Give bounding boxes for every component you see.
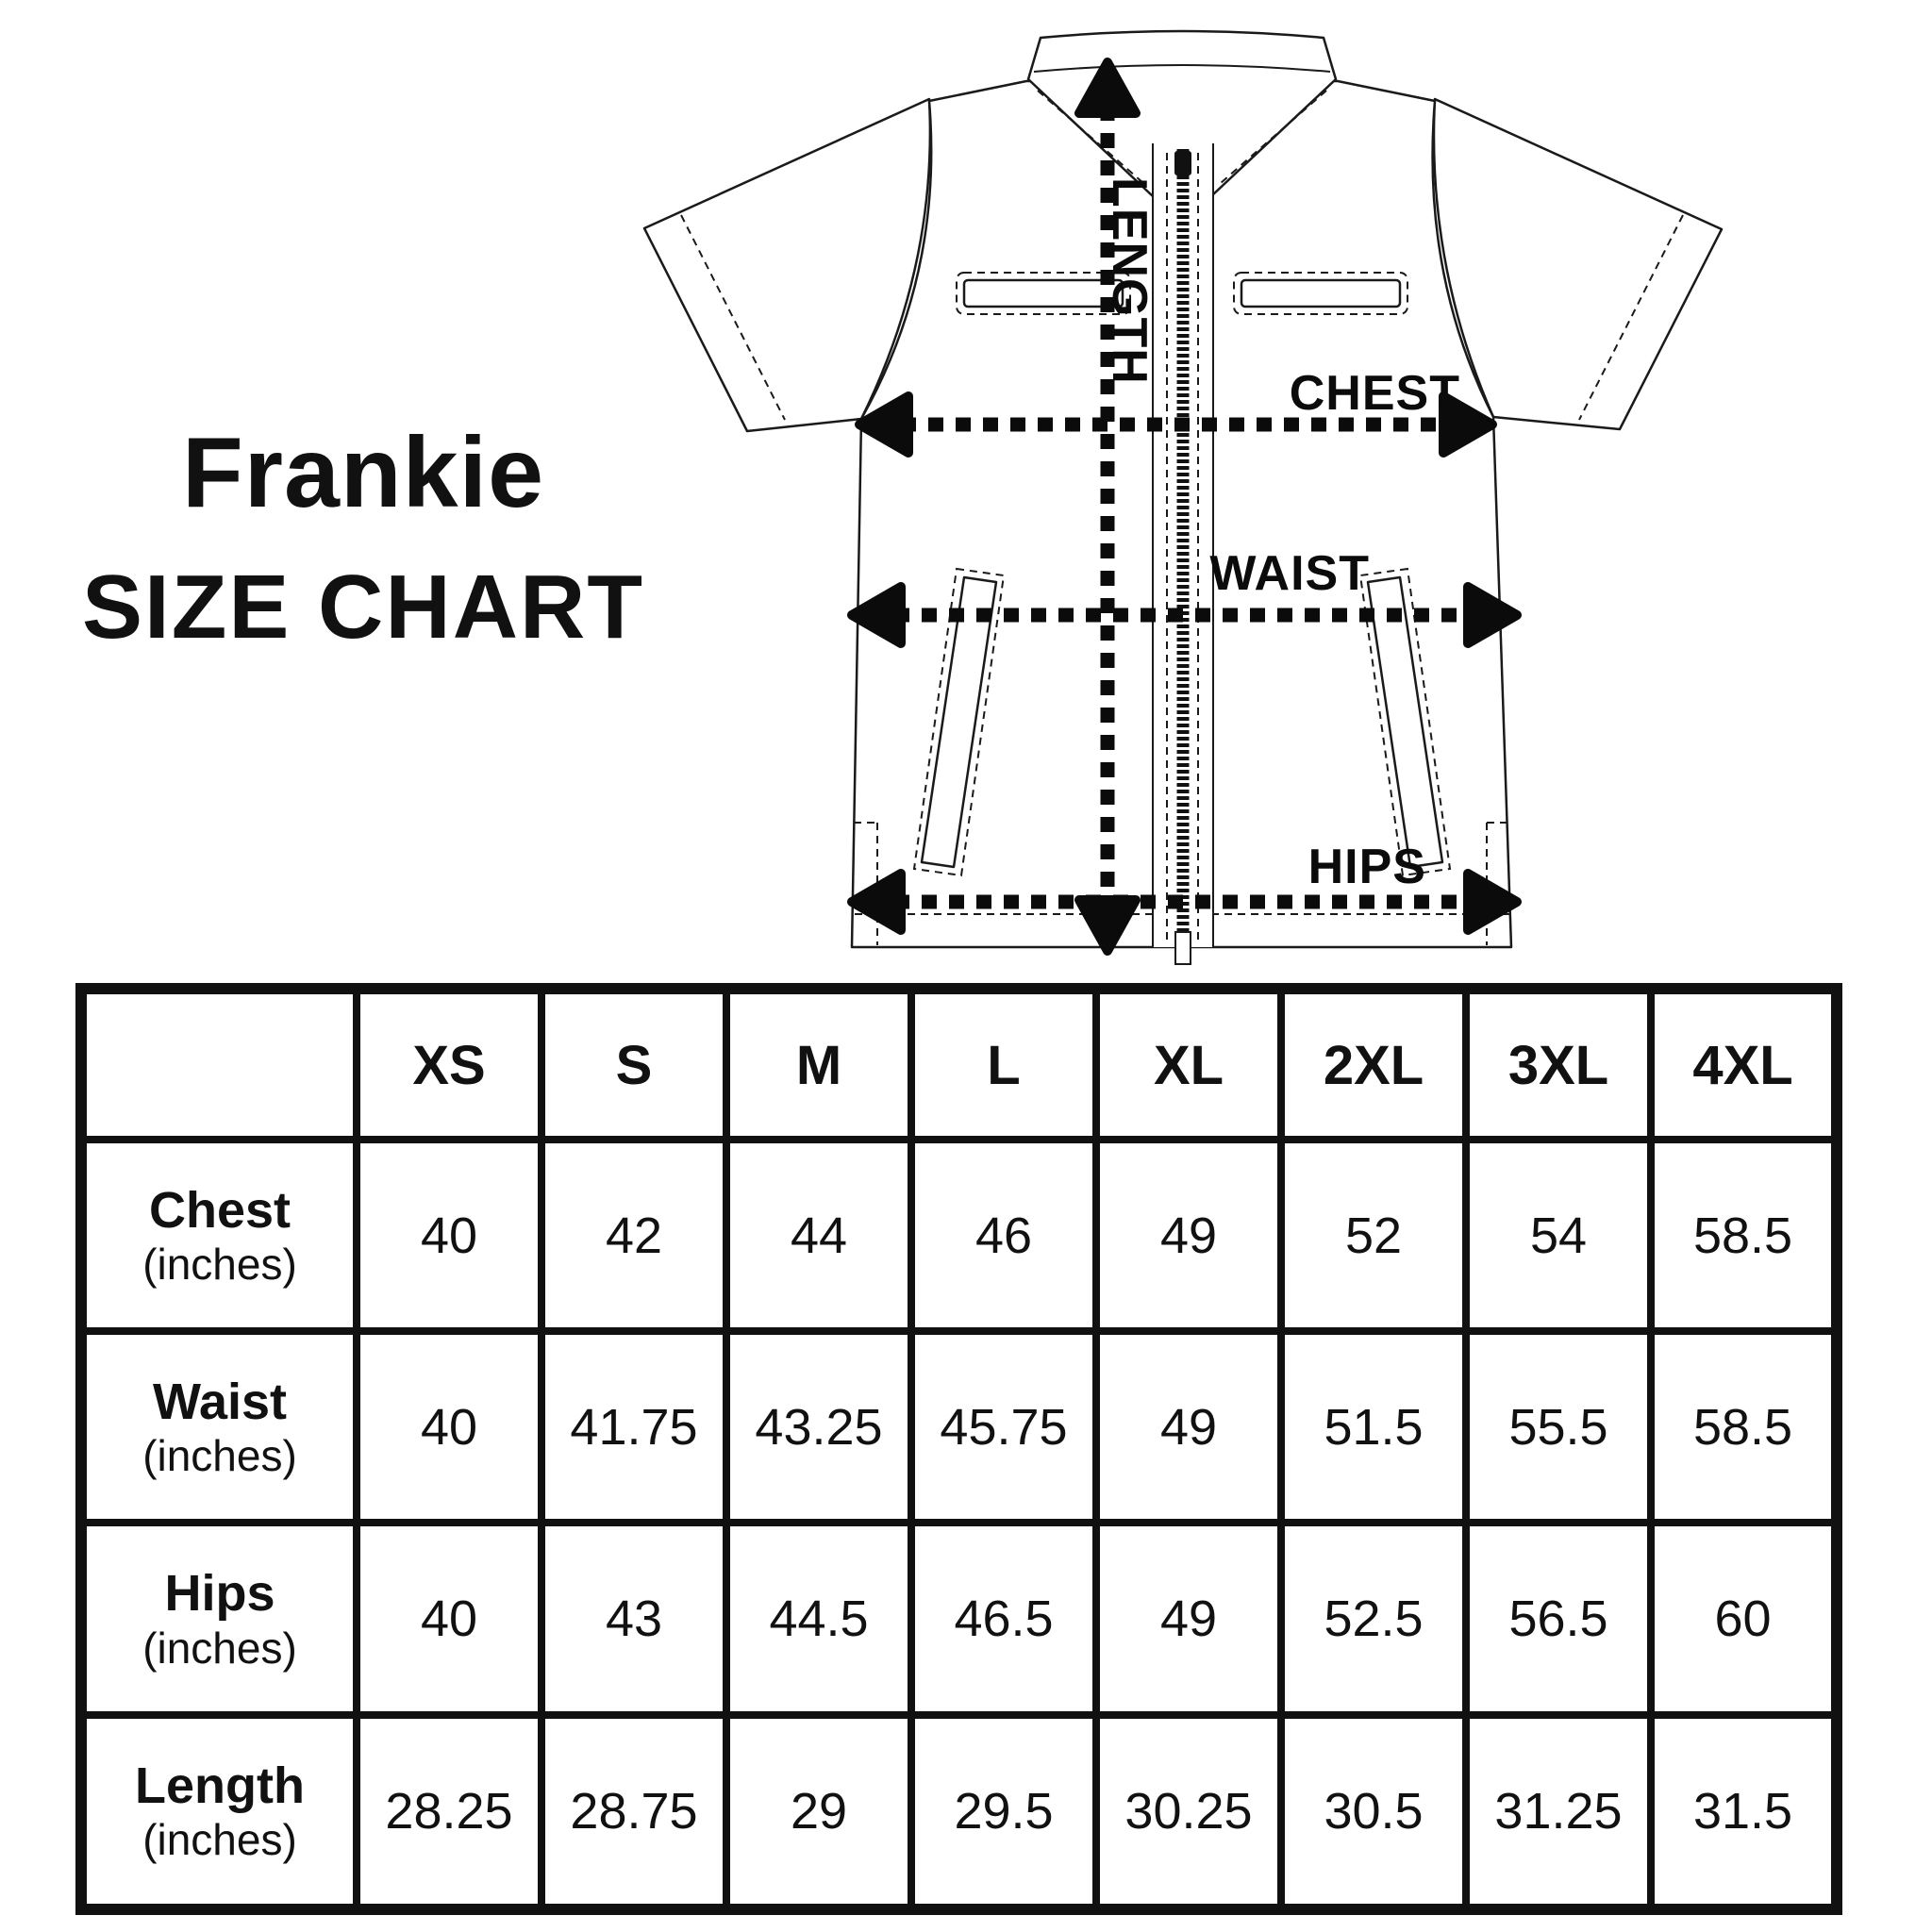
length-m: 29	[726, 1715, 911, 1909]
length-4xl: 31.5	[1651, 1715, 1837, 1909]
hips-4xl: 60	[1651, 1523, 1837, 1714]
waist-l: 45.75	[911, 1331, 1096, 1523]
length-xs: 28.25	[357, 1715, 541, 1909]
row-label-waist: Waist (inches)	[81, 1331, 357, 1523]
chest-4xl: 58.5	[1651, 1140, 1837, 1331]
hips-3xl: 56.5	[1466, 1523, 1651, 1714]
zipper-pull	[1174, 151, 1191, 175]
size-column-xl: XL	[1096, 989, 1281, 1140]
product-name: Frankie	[181, 417, 545, 528]
hips-label: HIPS	[1307, 840, 1426, 894]
hips-2xl: 52.5	[1281, 1523, 1466, 1714]
size-column-3xl: 3XL	[1466, 989, 1651, 1140]
waist-4xl: 58.5	[1651, 1331, 1837, 1523]
waist-s: 41.75	[541, 1331, 726, 1523]
length-3xl: 31.25	[1466, 1715, 1651, 1909]
hips-xl: 49	[1096, 1523, 1281, 1714]
waist-xs: 40	[357, 1331, 541, 1523]
waist-m: 43.25	[726, 1331, 911, 1523]
zipper	[1153, 143, 1213, 964]
length-s: 28.75	[541, 1715, 726, 1909]
table-corner-cell	[81, 989, 357, 1140]
hips-row	[81, 1523, 1837, 1714]
row-label-length: Length (inches)	[81, 1715, 357, 1909]
chest-xl: 49	[1096, 1140, 1281, 1331]
size-column-m: M	[726, 989, 911, 1140]
size-column-xs: XS	[357, 989, 541, 1140]
size-header-row	[81, 989, 1837, 1140]
hips-xs: 40	[357, 1523, 541, 1714]
chest-xs: 40	[357, 1140, 541, 1331]
length-2xl: 30.5	[1281, 1715, 1466, 1909]
hips-m: 44.5	[726, 1523, 911, 1714]
chest-l: 46	[911, 1140, 1096, 1331]
size-chart-table	[75, 983, 1842, 1915]
chest-3xl: 54	[1466, 1140, 1651, 1331]
length-row	[81, 1715, 1837, 1909]
size-column-l: L	[911, 989, 1096, 1140]
length-l: 29.5	[911, 1715, 1096, 1909]
waist-2xl: 51.5	[1281, 1331, 1466, 1523]
length-xl: 30.25	[1096, 1715, 1281, 1909]
chest-2xl: 52	[1281, 1140, 1466, 1331]
chest-label: CHEST	[1289, 366, 1460, 421]
chest-row	[81, 1140, 1837, 1331]
hips-s: 43	[541, 1523, 726, 1714]
row-label-hips: Hips (inches)	[81, 1523, 357, 1714]
size-column-4xl: 4XL	[1651, 989, 1837, 1140]
waist-row	[81, 1331, 1837, 1523]
length-label: LENGTH	[1102, 177, 1157, 385]
chest-s: 42	[541, 1140, 726, 1331]
size-column-2xl: 2XL	[1281, 989, 1466, 1140]
hips-l: 46.5	[911, 1523, 1096, 1714]
chest-m: 44	[726, 1140, 911, 1331]
waist-xl: 49	[1096, 1331, 1281, 1523]
waist-label: WAIST	[1209, 546, 1370, 601]
size-column-s: S	[541, 989, 726, 1140]
waist-3xl: 55.5	[1466, 1331, 1651, 1523]
page-title-text: SIZE CHART	[82, 557, 644, 658]
row-label-chest: Chest (inches)	[81, 1140, 357, 1331]
